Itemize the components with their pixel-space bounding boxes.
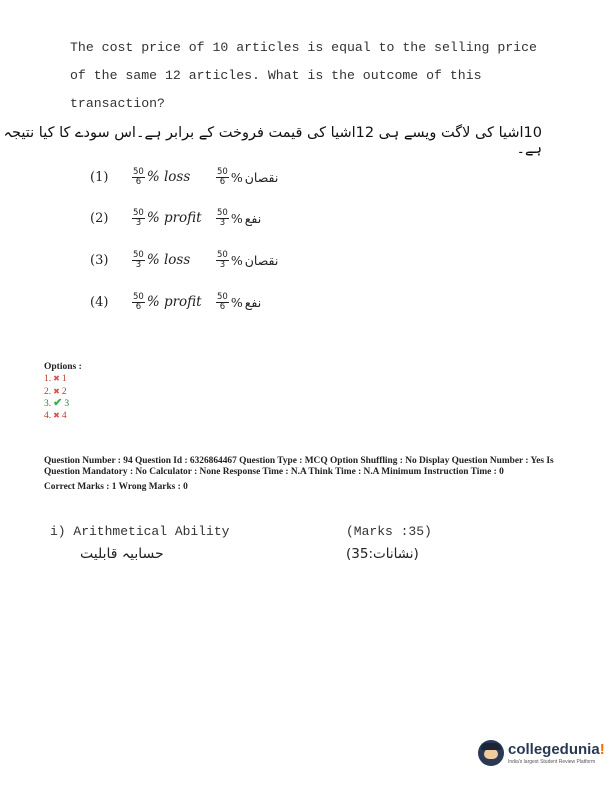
section-marks: (Marks :35) xyxy=(346,524,432,539)
cross-icon: ✖ xyxy=(53,386,60,396)
option-text: % profit xyxy=(146,210,202,226)
options-title: Options : xyxy=(44,362,82,372)
question-meta xyxy=(44,456,569,494)
section-title: i) Arithmetical Ability xyxy=(50,524,230,539)
option-urdu: $\frac{50}{6}$ % نقصان xyxy=(217,166,279,187)
option-urdu: $\frac{50}{6}$ % نفع xyxy=(217,291,262,312)
logo-name: collegedunia xyxy=(508,740,600,758)
option-text: % profit xyxy=(146,294,202,310)
option-fraction: $\frac{50}{3}$ xyxy=(133,207,144,228)
option-number: (4) xyxy=(90,294,109,310)
question-text-urdu: 10اشیا کی لاگت ویسے ہی 12اشیا کی قیمت فروخت کے برابر ہے۔اس سودے کا کیا نتیجہ ہے۔ xyxy=(3,125,542,157)
option-number: (1) xyxy=(90,169,109,185)
option-number: (2) xyxy=(90,210,109,226)
section-title-urdu: حسابیہ قابلیت xyxy=(80,546,164,562)
mascot-icon xyxy=(478,740,504,766)
option-result-1: 1. ✖ 1 xyxy=(44,374,67,385)
option-number: (3) xyxy=(90,252,109,268)
options-list xyxy=(44,362,82,422)
answer-option-2 xyxy=(90,203,262,233)
option-urdu: $\frac{50}{3}$ % نقصان xyxy=(217,249,279,270)
option-result-2: 2. ✖ 2 xyxy=(44,386,67,397)
check-icon: ✔ xyxy=(53,396,63,409)
answer-option-4 xyxy=(90,287,262,317)
option-result-4: 4. ✖ 4 xyxy=(44,411,67,422)
option-text: % loss xyxy=(146,252,191,268)
cross-icon: ✖ xyxy=(53,374,60,384)
collegedunia-logo: collegedunia! India's largest Student Review Platform xyxy=(478,740,605,766)
option-text: % loss xyxy=(146,169,191,185)
option-urdu: $\frac{50}{3}$ % نفع xyxy=(217,207,262,228)
question-text-english: The cost price of 10 articles is equal to the selling price of the same 12 articles. What is the outcome of this transaction? xyxy=(70,40,537,111)
option-fraction: $\frac{50}{3}$ xyxy=(133,249,144,270)
question-meta-details: Question Number : 94 Question Id : 6326864467 Question Type : MCQ Option Shuffling : No Display Question Number : Yes Is Question Mandatory : No Calculator : None Response Time : N.A Think Time : N.A Minimum Instruction Time : 0 xyxy=(44,456,554,478)
option-fraction: $\frac{50}{6}$ xyxy=(133,166,144,187)
logo-tagline: India's largest Student Review Platform xyxy=(508,758,596,765)
option-result-3: 3. ✔ 3 xyxy=(44,396,70,409)
answer-option-1 xyxy=(90,162,279,192)
option-fraction: $\frac{50}{6}$ xyxy=(133,291,144,312)
section-marks-urdu: (نشانات:35) xyxy=(346,546,419,562)
question-marks: Correct Marks : 1 Wrong Marks : 0 xyxy=(44,482,188,493)
answer-option-3 xyxy=(90,245,279,275)
cross-icon: ✖ xyxy=(53,411,60,421)
